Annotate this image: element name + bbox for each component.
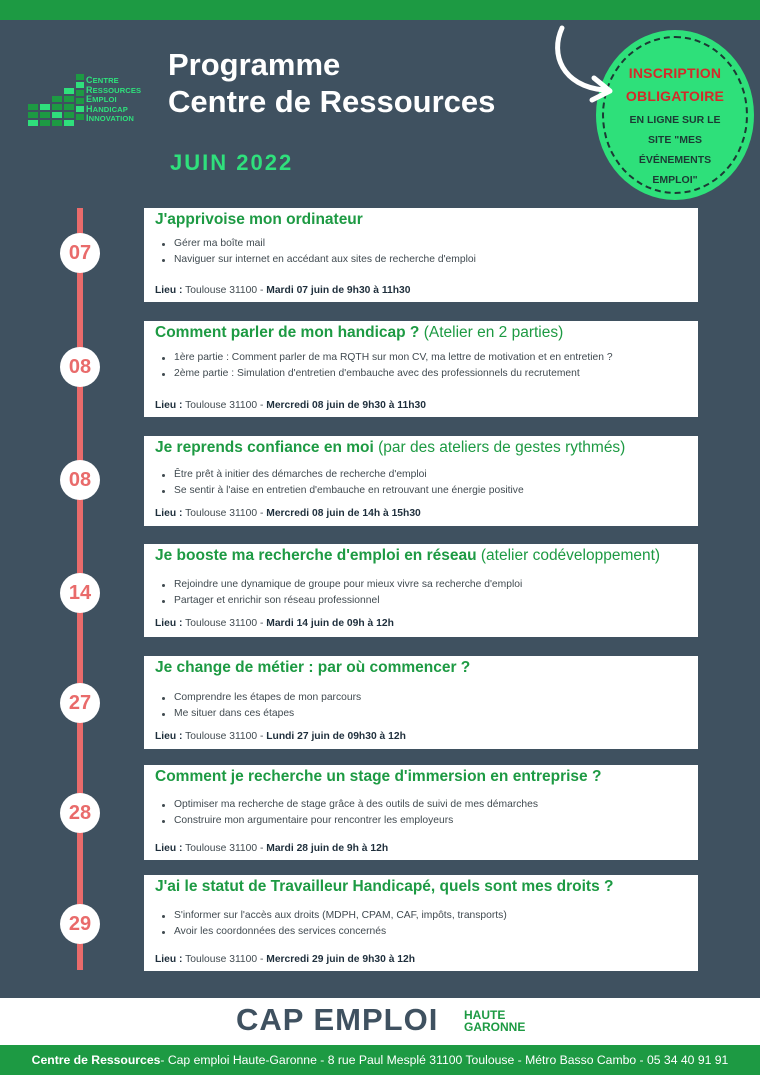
event-location: Lieu : Toulouse 31100 - Mardi 14 juin de 09h à 12h <box>155 618 394 629</box>
title-line-2: Centre de Ressources <box>168 84 496 119</box>
event-bullets <box>162 467 524 499</box>
month-label: JUIN 2022 <box>170 150 294 175</box>
event-card <box>144 208 698 302</box>
date-circle: 07 <box>60 233 100 273</box>
date-circle: 14 <box>60 573 100 613</box>
event-bullets <box>162 690 361 722</box>
date-circle: 29 <box>60 904 100 944</box>
bullet-item: Me situer dans ces étapes <box>162 706 361 722</box>
bullet-item: Avoir les coordonnées des services concernés <box>162 924 507 940</box>
event-card <box>144 656 698 749</box>
title-line-1: Programme <box>168 47 341 82</box>
event-title: Comment parler de mon handicap ? (Atelier en 2 parties) <box>155 324 564 341</box>
event-title: Je change de métier : par où commencer ? <box>155 659 471 676</box>
event-card <box>144 544 698 637</box>
bullet-item: 1ère partie : Comment parler de ma RQTH sur mon CV, ma lettre de motivation et en entretien ? <box>162 350 613 366</box>
date-circle: 08 <box>60 347 100 387</box>
badge-line-2: OBLIGATOIRE <box>625 88 725 104</box>
badge-line-4: SITE "MES <box>648 134 702 146</box>
footer-address-rest: - Cap emploi Haute-Garonne - 8 rue Paul Mesplé 31100 Toulouse - Métro Basso Cambo - 05 34 40 91 91 <box>160 1053 729 1067</box>
event-location: Lieu : Toulouse 31100 - Mercredi 08 juin de 9h30 à 11h30 <box>155 400 426 411</box>
curved-arrow-icon <box>548 24 622 104</box>
event-location: Lieu : Toulouse 31100 - Mardi 07 juin de 9h30 à 11h30 <box>155 285 411 296</box>
logo-line: RESSOURCES <box>86 84 142 95</box>
bullet-item: Comprendre les étapes de mon parcours <box>162 690 361 706</box>
footer-address-bold: Centre de Ressources <box>31 1053 161 1067</box>
bullet-item: Se sentir à l'aise en entretien d'embauche en retrouvant une énergie positive <box>162 483 524 499</box>
event-title: Je reprends confiance en moi (par des ateliers de gestes rythmés) <box>155 439 626 456</box>
centre-ressources-logo <box>28 74 142 130</box>
bullet-item: Rejoindre une dynamique de groupe pour mieux vivre sa recherche d'emploi <box>162 577 522 593</box>
logo-line: EMPLOI <box>86 94 117 105</box>
region-line-2: GARONNE <box>464 1020 526 1034</box>
badge-line-3: EN LIGNE SUR LE <box>629 114 721 126</box>
bullet-item: Être prêt à initier des démarches de recherche d'emploi <box>162 467 524 483</box>
logo-wordmark <box>86 76 141 124</box>
event-title: Je booste ma recherche d'emploi en réseau (atelier codéveloppement) <box>155 547 661 564</box>
event-location: Lieu : Toulouse 31100 - Lundi 27 juin de 09h30 à 12h <box>155 731 406 742</box>
logo-line: CENTRE <box>86 75 119 85</box>
event-bullets <box>162 350 613 382</box>
event-location: Lieu : Toulouse 31100 - Mercredi 29 juin de 9h30 à 12h <box>155 954 416 965</box>
event-title: J'apprivoise mon ordinateur <box>155 211 363 228</box>
bullet-item: Naviguer sur internet en accédant aux sites de recherche d'emploi <box>162 252 476 268</box>
event-title: J'ai le statut de Travailleur Handicapé, quels sont mes droits ? <box>155 878 614 895</box>
event-card <box>144 765 698 860</box>
region-line-1: HAUTE <box>464 1008 506 1022</box>
event-title: Comment je recherche un stage d'immersion en entreprise ? <box>155 768 602 785</box>
badge-text <box>606 62 744 190</box>
cap-emploi-logo: CAP EMPLOI <box>236 1002 439 1037</box>
event-bullets <box>162 797 538 829</box>
page-title <box>168 46 495 120</box>
event-bullets <box>162 908 507 940</box>
date-circle: 28 <box>60 793 100 833</box>
event-bullets <box>162 577 522 609</box>
cap-emploi-region <box>464 1009 525 1033</box>
event-location: Lieu : Toulouse 31100 - Mardi 28 juin de 9h à 12h <box>155 843 389 854</box>
event-card <box>144 436 698 526</box>
event-card <box>144 875 698 971</box>
top-green-bar <box>0 0 760 20</box>
logo-line: INNOVATION <box>86 113 134 124</box>
date-circle: 27 <box>60 683 100 723</box>
event-location: Lieu : Toulouse 31100 - Mercredi 08 juin de 14h à 15h30 <box>155 508 421 519</box>
bullet-item: Partager et enrichir son réseau professionnel <box>162 593 522 609</box>
bullet-item: Optimiser ma recherche de stage grâce à des outils de suivi de mes démarches <box>162 797 538 813</box>
bullet-item: Gérer ma boîte mail <box>162 236 476 252</box>
date-circle: 08 <box>60 460 100 500</box>
bullet-item: Construire mon argumentaire pour rencontrer les employeurs <box>162 813 538 829</box>
logo-bars-graphic <box>28 74 84 126</box>
badge-line-1: INSCRIPTION <box>628 65 722 81</box>
badge-line-5: ÉVÉNEMENTS <box>638 154 712 166</box>
event-bullets <box>162 236 476 268</box>
bullet-item: 2ème partie : Simulation d'entretien d'embauche avec des professionnels du recrutement <box>162 366 613 382</box>
footer-address <box>0 1045 760 1075</box>
event-card <box>144 321 698 417</box>
bullet-item: S'informer sur l'accès aux droits (MDPH, CPAM, CAF, impôts, transports) <box>162 908 507 924</box>
badge-line-6: EMPLOI" <box>652 174 698 186</box>
logo-line: HANDICAP <box>86 103 128 114</box>
